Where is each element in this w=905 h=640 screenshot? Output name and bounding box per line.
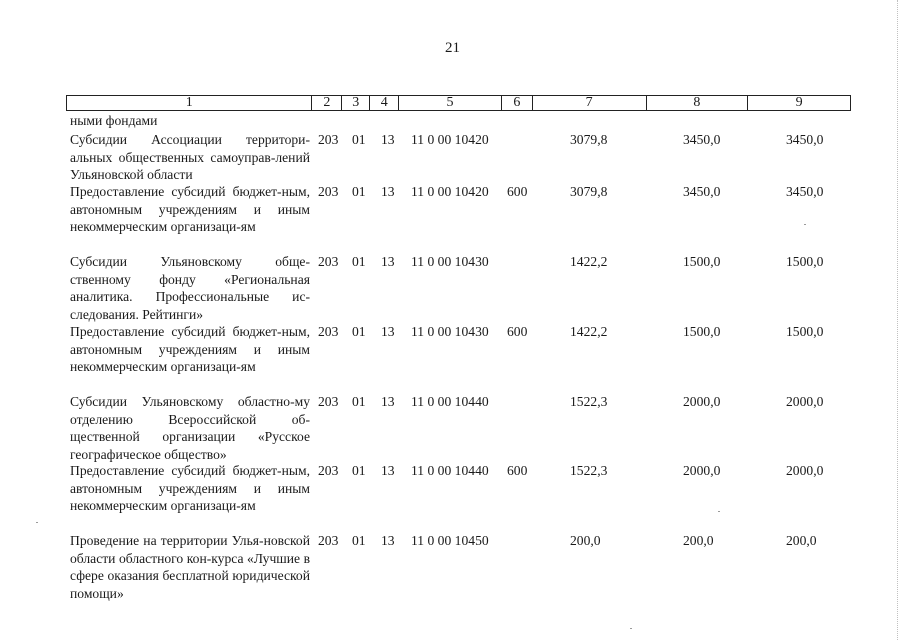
row-value-col9: 2000,0 [786,394,824,409]
row-subsection: 13 [381,184,395,199]
scan-speck [718,511,720,512]
row-expense-type: 600 [507,463,528,478]
row-section: 01 [352,324,366,339]
row-ved: 203 [318,463,339,478]
row-target-article: 11 0 00 10430 [411,254,489,269]
row-value-col7: 1422,2 [570,254,608,269]
row-value-col8: 1500,0 [683,254,721,269]
row-description: Субсидии Ульяновскому областно-му отделению Всероссийской об-щественной организации «Русское географическое общество» [70,394,310,462]
row-value-col8: 200,0 [683,533,714,548]
scan-speck [804,224,806,225]
row-value-col7: 1522,3 [570,394,608,409]
row-ved: 203 [318,184,339,199]
page-number: 21 [445,40,460,56]
row-target-article: 11 0 00 10440 [411,394,489,409]
row-subsection: 13 [381,463,395,478]
header-col-2: 2 [312,96,342,110]
row-value-col9: 1500,0 [786,254,824,269]
row-description: Предоставление субсидий бюджет-ным, автономным учреждениям и иным некоммерческим организаци-ям [70,184,310,234]
row-subsection: 13 [381,254,395,269]
header-col-3: 3 [342,96,370,110]
row-section: 01 [352,184,366,199]
row-target-article: 11 0 00 10430 [411,324,489,339]
row-section: 01 [352,254,366,269]
row-description: Субсидии Ассоциации территори-альных общественных самоуправ-лений Ульяновской области [70,132,310,182]
table-header-row [66,95,851,111]
row-ved: 203 [318,132,339,147]
row-subsection: 13 [381,324,395,339]
header-col-4: 4 [370,96,399,110]
row-value-col7: 1522,3 [570,463,608,478]
row-value-col7: 200,0 [570,533,601,548]
row-target-article: 11 0 00 10440 [411,463,489,478]
row-ved: 203 [318,533,339,548]
row-value-col8: 3450,0 [683,184,721,199]
row-value-col7: 3079,8 [570,184,608,199]
row-value-col9: 2000,0 [786,463,824,478]
row-value-col8: 3450,0 [683,132,721,147]
row-target-article: 11 0 00 10420 [411,184,489,199]
row-expense-type: 600 [507,184,528,199]
scan-speck [630,628,632,629]
row-subsection: 13 [381,533,395,548]
row-section: 01 [352,132,366,147]
row-description: Проведение на территории Улья-новской области областного кон-курса «Лучшие в сфере оказания бесплатной юридической помощи» [70,533,310,601]
header-col-9: 9 [795,95,803,110]
row-description: Предоставление субсидий бюджет-ным, автономным учреждениям и иным некоммерческим организаци-ям [70,324,310,374]
row-value-col9: 200,0 [786,533,817,548]
row-value-col7: 1422,2 [570,324,608,339]
header-col-6: 6 [502,96,533,110]
header-col-7: 7 [533,96,647,110]
row-ved: 203 [318,324,339,339]
row-section: 01 [352,533,366,548]
row-ved: 203 [318,254,339,269]
header-col-8: 8 [647,96,749,110]
row-value-col8: 2000,0 [683,463,721,478]
row-value-col7: 3079,8 [570,132,608,147]
row-subsection: 13 [381,394,395,409]
row-value-col8: 1500,0 [683,324,721,339]
row-description: Предоставление субсидий бюджет-ным, автономным учреждениям и иным некоммерческим организаци-ям [70,463,310,513]
row-target-article: 11 0 00 10450 [411,533,489,548]
row-ved: 203 [318,394,339,409]
header-col-1: 1 [67,96,312,110]
row-value-col8: 2000,0 [683,394,721,409]
row-expense-type: 600 [507,324,528,339]
row-value-col9: 3450,0 [786,184,824,199]
row-section: 01 [352,463,366,478]
row-value-col9: 3450,0 [786,132,824,147]
scan-edge-line [897,0,899,640]
row-section: 01 [352,394,366,409]
continuation-text: ными фондами [70,113,158,128]
scan-speck [36,522,38,523]
row-subsection: 13 [381,132,395,147]
row-target-article: 11 0 00 10420 [411,132,489,147]
row-description: Субсидии Ульяновскому обще-ственному фонду «Региональная аналитика. Профессиональные ис-следования. Рейтинги» [70,254,310,322]
header-col-5: 5 [399,96,502,110]
row-value-col9: 1500,0 [786,324,824,339]
